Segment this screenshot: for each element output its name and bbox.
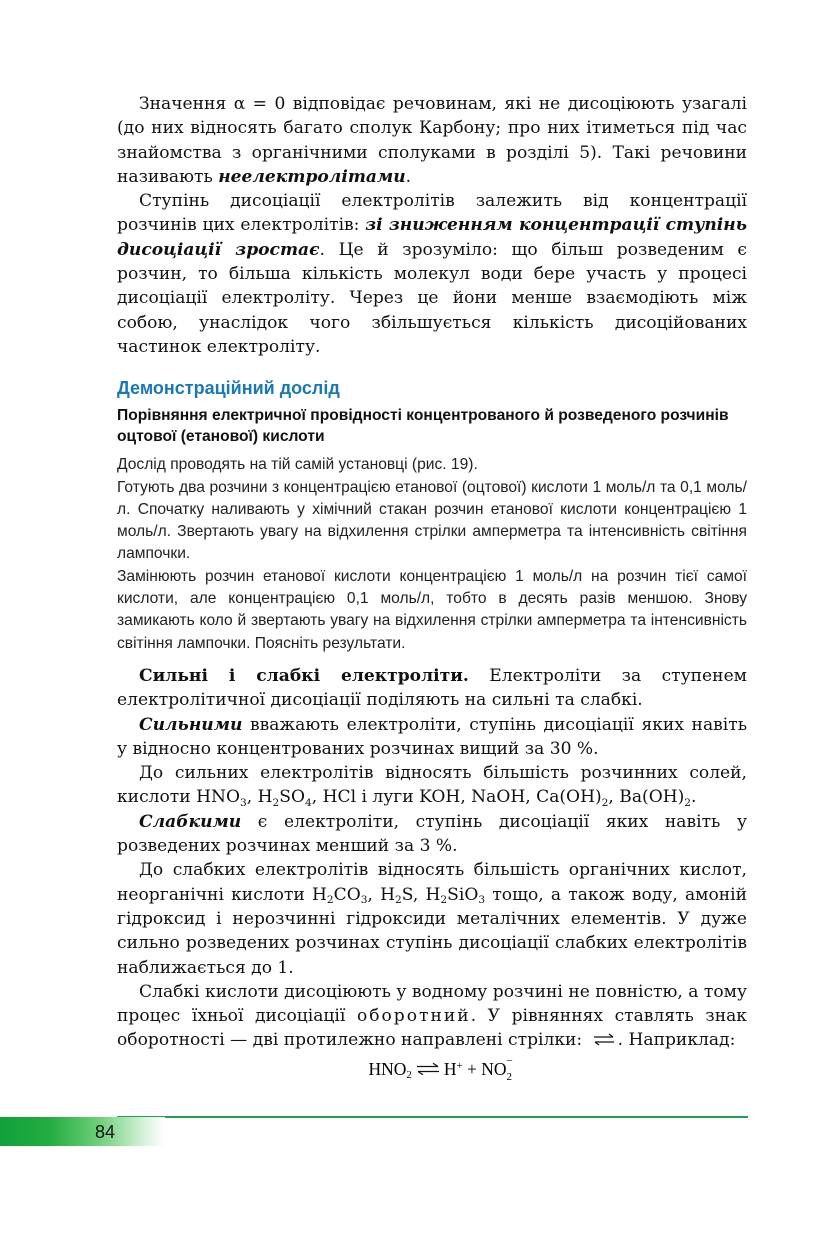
paragraph-alpha-zero: [117, 92, 747, 189]
subscript: 2: [684, 797, 692, 810]
text: . Наприклад:: [617, 1030, 736, 1051]
page-number-tab: [0, 1117, 165, 1146]
paragraph-strong-examples: [117, 761, 747, 810]
subscript: 2: [601, 797, 609, 810]
text: До слабких електролітів відносять більшість органічних кислот, неорганічні кислоти H: [117, 860, 747, 905]
text: До сильних електролітів відносять більшість розчинних солей, кислоти HNO: [117, 763, 747, 808]
strong-weak-section: [117, 664, 747, 1081]
term-nonelectrolytes: неелектролітами: [218, 166, 406, 187]
term-strong: Сильними: [139, 714, 243, 735]
text: , H: [246, 787, 273, 808]
subscript: 2: [440, 894, 448, 907]
term-weak: Слабкими: [139, 811, 242, 832]
section-title: Сильні і слабкі електроліти.: [139, 665, 469, 686]
text: є електроліти, ступінь дисоціації яких навіть у розведених розчинах менший за 3 %.: [117, 811, 747, 857]
text: , Ba(OH): [608, 787, 685, 808]
subscript: 2: [395, 894, 402, 907]
term-reversible: оборотний: [356, 1006, 471, 1027]
text: S, H: [401, 884, 441, 905]
text: . Це й зрозуміло: що більш розведеним є розчин, то більша кількість молекул води бере участь у процесі дисоціації електроліту. Через це йони менше взаємодіють між собою, унаслідок чого збільшується кількість дисоційованих частинок електроліту.: [117, 239, 747, 357]
subscript: 3: [478, 894, 486, 907]
reversible-arrows-icon: [415, 1062, 441, 1076]
subscript: 2: [272, 797, 280, 810]
demo-text-line: Замінюють розчин етанової кислоти концентрацією 1 моль/л на розчин тієї самої кислоти, але концентрацією 0,1 моль/л, тобто в десять разів меншою. Знову замикають коло й звертають увагу на відхилення стрілки амперметра та інтенсивність світіння лампочки. Поясніть результати.: [117, 567, 747, 652]
formula: H: [443, 1058, 457, 1079]
text: відповідає речовинам, які не дисоціюють узагалі (до них відносять багато сполук Карбону; про них ітиметься під час знайомства з органічними сполуками в розділі 5). Такі речовини називають: [117, 94, 747, 187]
text: . У рівняннях ставлять знак оборотності — дві протилежно направлені стрілки:: [117, 1006, 747, 1051]
demo-heading: Демонстраційний дослід: [117, 378, 340, 399]
text: Слабкі кислоти дисоціюють у водному розчині не повністю, а тому процес їхньої дисоціації: [117, 981, 747, 1027]
superscript: +: [456, 1059, 463, 1072]
formula: NO: [481, 1058, 507, 1079]
subscript: 3: [239, 797, 247, 810]
paragraph-concentration: [117, 189, 747, 359]
text: .: [405, 166, 412, 187]
subscript: 4: [304, 797, 312, 810]
text: тощо, а також воду, амоній гідроксид і нерозчинні гідроксиди металічних елементів. У дуже сильно розведених розчинах ступінь дисоціації слабких електролітів наближається до 1.: [117, 884, 747, 978]
text: Значення: [139, 94, 234, 114]
paragraph-weak-def: [117, 810, 747, 859]
subscript: 2: [326, 894, 334, 907]
paragraph-strong-def: [117, 713, 747, 762]
text: Електроліти за ступенем електролітичної дисоціації поділяють на сильні та слабкі.: [117, 665, 747, 711]
paragraph-reversibility: [117, 980, 747, 1053]
subscript: 3: [360, 894, 368, 907]
formula: α = 0: [233, 94, 286, 114]
text: , HCl і луги KOH, NaOH, Ca(OH): [311, 787, 602, 808]
plus-sign: +: [462, 1058, 482, 1079]
subscript: 2: [406, 1069, 412, 1082]
demo-subtitle: Порівняння електричної провідності концентрованого й розведеного розчинів оцтової (етанової) кислоти: [117, 407, 729, 446]
footer-rule: [117, 1116, 748, 1118]
demo-text-line: Готують два розчини з концентрацією етанової (оцтової) кислоти 1 моль/л та 0,1 моль/л. Спочатку наливають у хімічний стакан розчин етанової кислоти концентрацією 1 моль/л. Звертають увагу на відхилення стрілки амперметра та інтенсивність світіння лампочки.: [117, 478, 747, 563]
text: SiO: [447, 884, 479, 905]
page-number: 84: [95, 1122, 116, 1142]
text: , H: [367, 884, 396, 905]
paragraph-strong-weak: [117, 664, 747, 713]
reversible-arrows-icon: [592, 1033, 616, 1046]
text: CO: [333, 884, 361, 905]
dissociation-equation: $HNO_2$ H+ + NO − 2: [368, 1054, 513, 1083]
formula: HNO: [368, 1058, 407, 1079]
key-statement: зі зниженням концентрації ступінь дисоціації зростає: [117, 215, 747, 260]
text: вважають електроліти, ступінь дисоціації яких навіть у відносно концентрованих розчинах вищий за 30 %.: [117, 714, 747, 759]
page-content: [117, 92, 747, 1081]
demo-text-line: Дослід проводять на тій самій установці (рис. 19).: [117, 456, 478, 474]
paragraph-weak-examples: [117, 858, 747, 979]
text: .: [691, 787, 697, 808]
text: Ступінь дисоціації електролітів залежить від концентрації розчинів цих електролітів:: [117, 191, 747, 236]
demo-experiment-box: [117, 377, 747, 655]
text: SO: [279, 787, 305, 808]
